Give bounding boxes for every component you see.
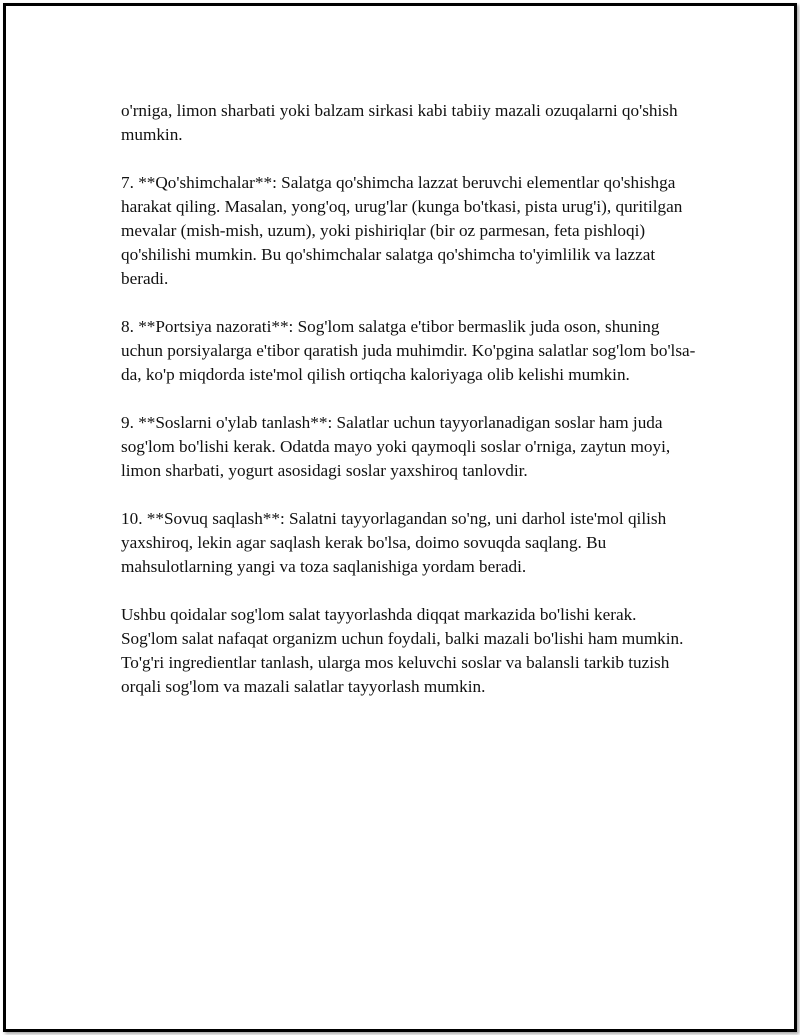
paragraph-conclusion: Ushbu qoidalar sog'lom salat tayyorlashda diqqat markazida bo'lishi kerak. Sog'lom salat nafaqat organizm uchun foydali, balki mazali bo'lishi ham mumkin. To'g'ri ingredientlar tanlash, ularga mos keluvchi soslar va balansli tarkib tuzish orqali sog'lom va mazali salatlar tayyorlash mumkin. <box>121 605 684 696</box>
paragraph-item-8: 8. **Portsiya nazorati**: Sog'lom salatga e'tibor bermaslik juda oson, shuning uchun porsiyalarga e'tibor qaratish juda muhimdir. Ko'pgina salatlar sog'lom bo'lsa-da, ko'p miqdorda iste'mol qilish ortiqcha kaloriyaga olib kelishi mumkin. <box>121 317 696 384</box>
paragraph-item-9: 9. **Soslarni o'ylab tanlash**: Salatlar uchun tayyorlanadigan soslar ham juda sog'lom bo'lishi kerak. Odatda mayo yoki qaymoqli soslar o'rniga, zaytun moyi, limon sharbati, yogurt asosidagi soslar yaxshiroq tanlovdir. <box>121 413 671 480</box>
paragraph-item-7: 7. **Qo'shimchalar**: Salatga qo'shimcha lazzat beruvchi elementlar qo'shishga harakat qiling. Masalan, yong'oq, urug'lar (kunga bo'tkasi, pista urug'i), quritilgan mevalar (mish-mish, uzum), yoki pishiriqlar (bir oz parmesan, feta pishloqi) qo'shilishi mumkin. Bu qo'shimchalar salatga qo'shimcha to'yimlilik va lazzat beradi. <box>121 173 683 288</box>
document-body <box>121 99 696 723</box>
paragraph-continuation: o'rniga, limon sharbati yoki balzam sirkasi kabi tabiiy mazali ozuqalarni qo'shish mumkin. <box>121 101 678 144</box>
document-page <box>3 3 797 1032</box>
paragraph-item-10: 10. **Sovuq saqlash**: Salatni tayyorlagandan so'ng, uni darhol iste'mol qilish yaxshiroq, lekin agar saqlash kerak bo'lsa, doimo sovuqda saqlang. Bu mahsulotlarning yangi va toza saqlanishiga yordam beradi. <box>121 509 667 576</box>
